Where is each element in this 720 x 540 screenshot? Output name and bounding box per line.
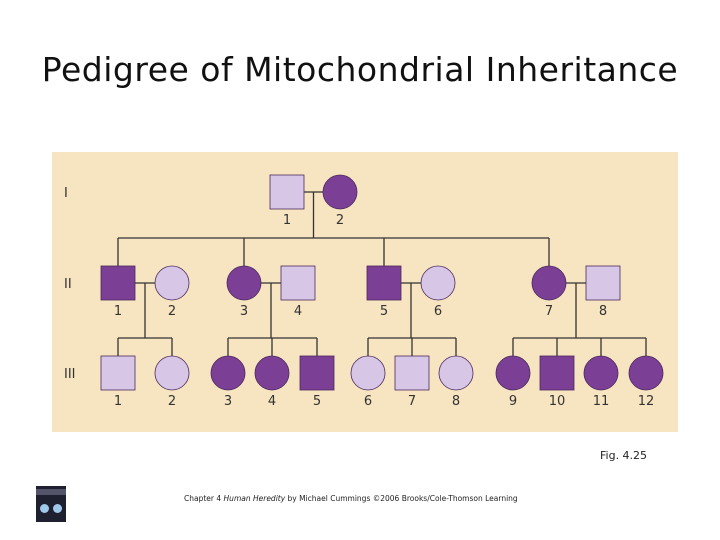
unaffected-female-symbol <box>439 356 473 390</box>
unaffected-male-symbol <box>586 266 620 300</box>
individual-number: 10 <box>548 394 566 409</box>
pedigree-panel <box>52 152 678 432</box>
individual-number: 6 <box>433 304 443 319</box>
affected-female-symbol <box>496 356 530 390</box>
individual-number: 4 <box>293 304 303 319</box>
figure-label: Fig. 4.25 <box>600 449 648 462</box>
individual-number: 3 <box>239 304 249 319</box>
individual-number: 7 <box>407 394 417 409</box>
unaffected-male-symbol <box>101 356 135 390</box>
affected-female-symbol <box>211 356 245 390</box>
affected-male-symbol <box>367 266 401 300</box>
generation-label: III <box>64 367 76 382</box>
affected-male-symbol <box>300 356 334 390</box>
unaffected-female-symbol <box>155 356 189 390</box>
individual-number: 12 <box>637 394 655 409</box>
affected-male-symbol <box>101 266 135 300</box>
credit-book-title: Human Heredity <box>223 494 286 503</box>
pedigree-diagram <box>52 152 678 432</box>
unaffected-female-symbol <box>421 266 455 300</box>
individual-number: 4 <box>267 394 277 409</box>
individual-number: 6 <box>363 394 373 409</box>
individual-number: 1 <box>113 304 123 319</box>
unaffected-male-symbol <box>281 266 315 300</box>
affected-female-symbol <box>227 266 261 300</box>
unaffected-female-symbol <box>155 266 189 300</box>
individual-number: 2 <box>167 394 177 409</box>
affected-female-symbol <box>629 356 663 390</box>
individual-number: 8 <box>598 304 608 319</box>
individual-number: 1 <box>113 394 123 409</box>
unaffected-female-symbol <box>351 356 385 390</box>
generation-label: I <box>64 186 68 201</box>
book-cover-logo <box>36 486 66 522</box>
slide-title: Pedigree of Mitochondrial Inheritance <box>41 50 679 89</box>
credit-suffix: by Michael Cummings ©2006 Brooks/Cole-Thomson Learning <box>287 494 518 503</box>
unaffected-male-symbol <box>270 175 304 209</box>
affected-female-symbol <box>532 266 566 300</box>
individual-number: 9 <box>508 394 518 409</box>
generation-label: II <box>64 277 72 292</box>
individual-number: 5 <box>312 394 322 409</box>
individual-number: 1 <box>282 213 292 228</box>
individual-number: 2 <box>167 304 177 319</box>
affected-female-symbol <box>584 356 618 390</box>
individual-number: 7 <box>544 304 554 319</box>
unaffected-male-symbol <box>395 356 429 390</box>
credit-prefix: Chapter 4 <box>184 494 222 503</box>
affected-male-symbol <box>540 356 574 390</box>
affected-female-symbol <box>255 356 289 390</box>
individual-number: 2 <box>335 213 345 228</box>
individual-number: 3 <box>223 394 233 409</box>
affected-female-symbol <box>323 175 357 209</box>
individual-number: 8 <box>451 394 461 409</box>
individual-number: 11 <box>592 394 610 409</box>
credit-line <box>184 494 518 503</box>
individual-number: 5 <box>379 304 389 319</box>
